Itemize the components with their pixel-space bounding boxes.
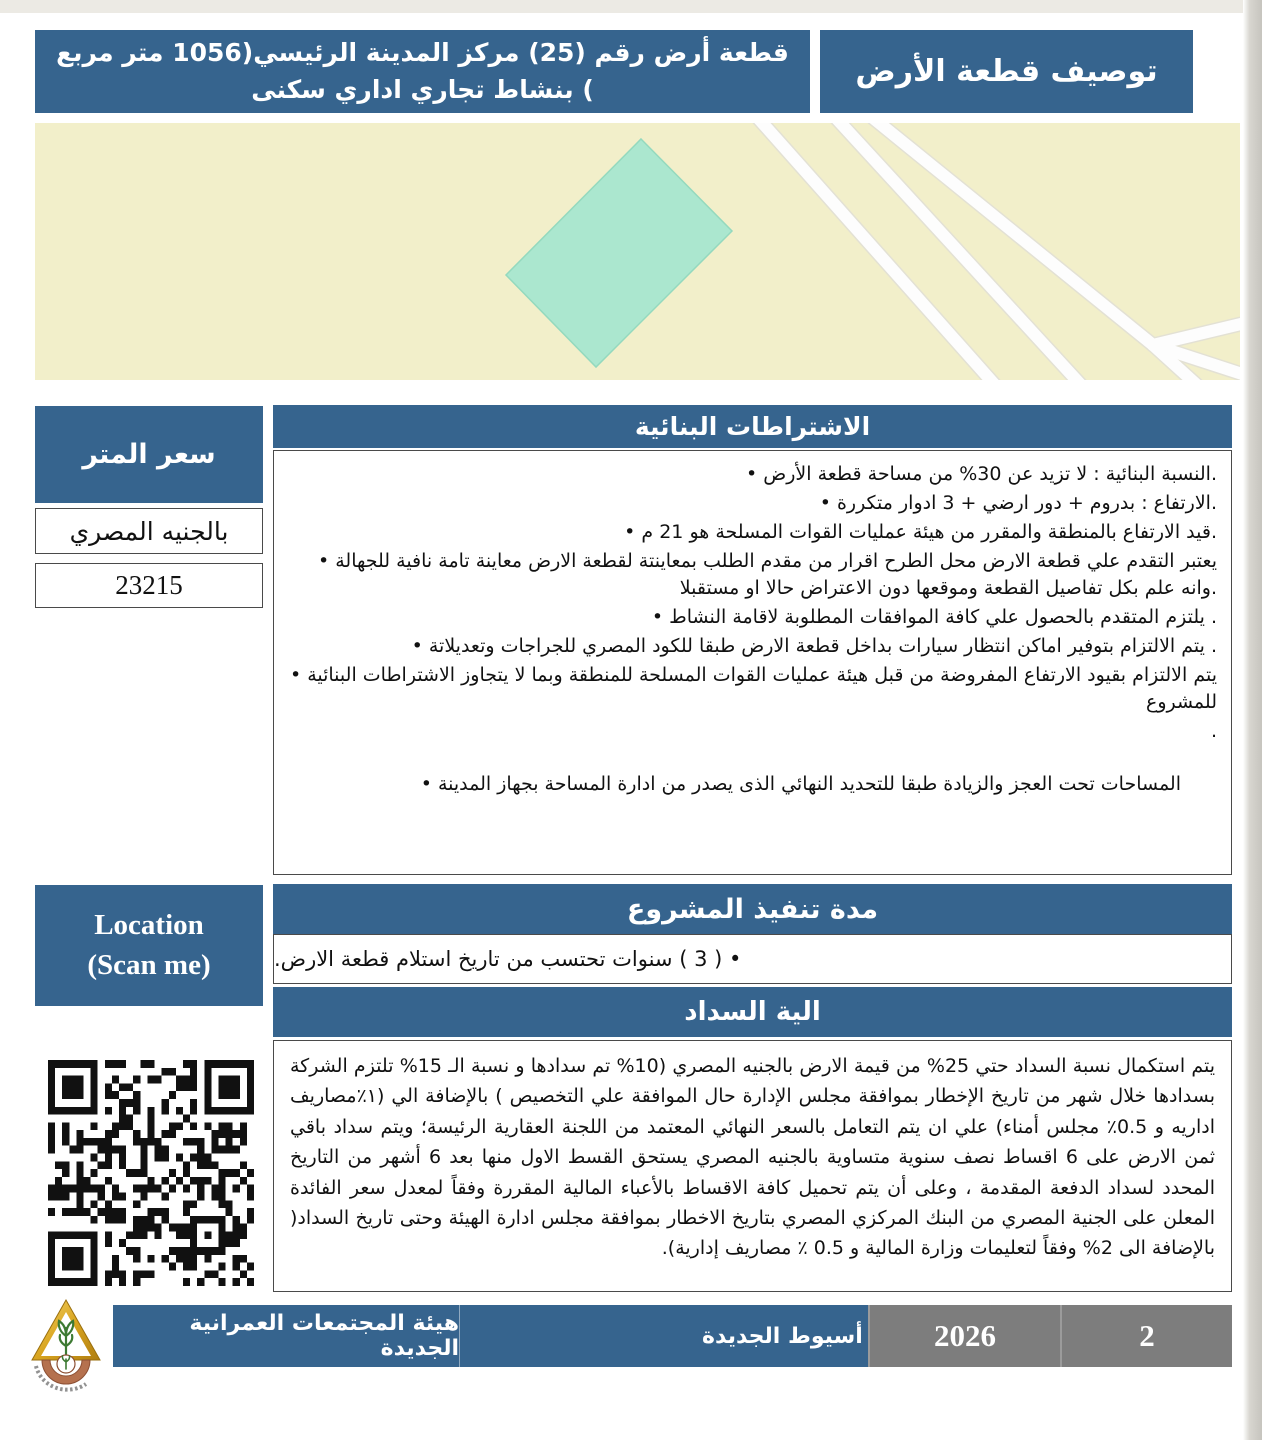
payment-method-text: يتم استكمال نسبة السداد حتي 25% من قيمة الارض بالجنيه المصري (10% تم سدادها و نسبة الـ 15% تلتزم الشركة بسدادها خلال شهر من تاريخ الإخطار بموافقة مجلس الإدارة حال الموافقة علي التخصيص ) بالإضافة الي (١٪مصاريف اداريه و 0.5٪ مجلس أمناء) علي ان يتم التعامل بالسعر النهائي المعتمد من اللجنة العقارية الرئيسة؛ ويتم سداد باقي ثمن الارض على 6 اقساط نصف سنوية متساوية بالجنيه المصري يستحق القسط الاول منها بعد 6 أشهر من التاريخ المحدد لسداد الدفعة المقدمة ، وعلى أن يتم تحميل كافة الاقساط بالأعباء المالية المقررة وفقاً لمعدل سعر الفائدة المعلن على الجنية المصري من البنك المركزي المصري بتاريخ الاخطار بموافقة مجلس ادارة الهيئة وحتى تاريخ السداد( بالإضافة الى 2% وفقاً لتعليمات وزارة المالية و 0.5 ٪ مصاريف إدارية). — [290, 1055, 1215, 1260]
footer-year-cell — [868, 1305, 1060, 1367]
location-map — [35, 123, 1240, 380]
project-duration-row — [273, 934, 1232, 984]
footer-page-number-cell — [1060, 1305, 1232, 1367]
price-value: 23215 — [115, 570, 183, 600]
requirement-item: • المساحات تحت العجز والزيادة طبقا للتحديد النهائي الذى يصدر من ادارة المساحة بجهاز المدينة — [420, 772, 1181, 795]
payment-method-box — [273, 1040, 1232, 1292]
project-duration-value: • ( 3 ) سنوات تحتسب من تاريخ استلام قطعة الارض. — [274, 947, 742, 971]
location-label: Location — [94, 909, 204, 942]
price-per-meter-header — [35, 406, 263, 503]
requirement-item: • يعتبر التقدم علي قطعة الارض محل الطرح اقرار من مقدم الطلب بمعاينتة لقطعة الارض معاينة تامة نافية للجهالة وانه علم بكل تفاصيل القطعة وموقعها دون الاعتراض حالا او مستقبلا. — [317, 549, 1217, 599]
requirement-item: • يلتزم المتقدم بالحصول علي كافة الموافقات المطلوبة لاقامة النشاط . — [651, 605, 1217, 628]
plot-description-text: قطعة أرض رقم (25) مركز المدينة الرئيسي(1056 متر مربع ) بنشاط تجاري اداري سكنى — [56, 38, 789, 104]
nuca-logo-icon — [28, 1298, 104, 1404]
project-duration-header — [273, 884, 1232, 934]
currency-label: بالجنيه المصري — [69, 516, 229, 546]
requirement-item: • الارتفاع : بدروم + دور ارضي + 3 ادوار متكررة. — [819, 491, 1217, 514]
footer-page-number: 2 — [1139, 1318, 1155, 1353]
scan-me-label: (Scan me) — [87, 948, 211, 981]
payment-method-header — [273, 987, 1232, 1037]
requirement-item: • يتم الالتزام بتوفير اماكن انتظار سيارات بداخل قطعة الارض طبقا للكود المصري للجراجات وتعديلاتة . — [411, 634, 1217, 657]
building-requirements-title: الاشتراطات البنائية — [634, 412, 871, 441]
footer-authority-cell — [113, 1305, 460, 1367]
payment-method-title: الية السداد — [684, 997, 821, 1027]
plot-description-header — [35, 30, 810, 113]
project-duration-title: مدة تنفيذ المشروع — [626, 893, 879, 925]
qr-code-icon — [48, 1060, 254, 1286]
building-requirements-box — [273, 450, 1232, 875]
footer-bar — [113, 1305, 1232, 1367]
requirement-item: . — [1210, 719, 1217, 742]
requirement-item: • النسبة البنائية : لا تزيد عن 30% من مساحة قطعة الأرض. — [746, 463, 1217, 485]
scan-edge-top — [0, 0, 1262, 13]
footer-authority-label: هيئة المجتمعات العمرانية الجديدة — [189, 1311, 459, 1361]
building-requirements-header — [273, 405, 1232, 448]
price-value-box — [35, 563, 263, 608]
price-per-meter-label: سعر المتر — [82, 439, 216, 470]
footer-spacer-cell — [460, 1305, 700, 1367]
page-title-text: توصيف قطعة الأرض — [855, 54, 1158, 89]
scan-edge-right — [1243, 0, 1262, 1440]
location-scan-box — [35, 885, 263, 1006]
currency-box — [35, 508, 263, 554]
page-title — [820, 30, 1193, 113]
footer-year-label: 2026 — [934, 1318, 996, 1353]
requirement-item: • قيد الارتفاع بالمنطقة والمقرر من هيئة عمليات القوات المسلحة هو 21 م. — [624, 520, 1217, 543]
requirement-item: • يتم الالتزام بقيود الارتفاع المفروضة من قبل هيئة عمليات القوات المسلحة للمنطقة وبما لا يتجاوز الاشتراطات البنائية للمشروع — [289, 663, 1217, 713]
footer-city-label: أسيوط الجديدة — [702, 1323, 863, 1349]
footer-city-cell — [700, 1305, 868, 1367]
